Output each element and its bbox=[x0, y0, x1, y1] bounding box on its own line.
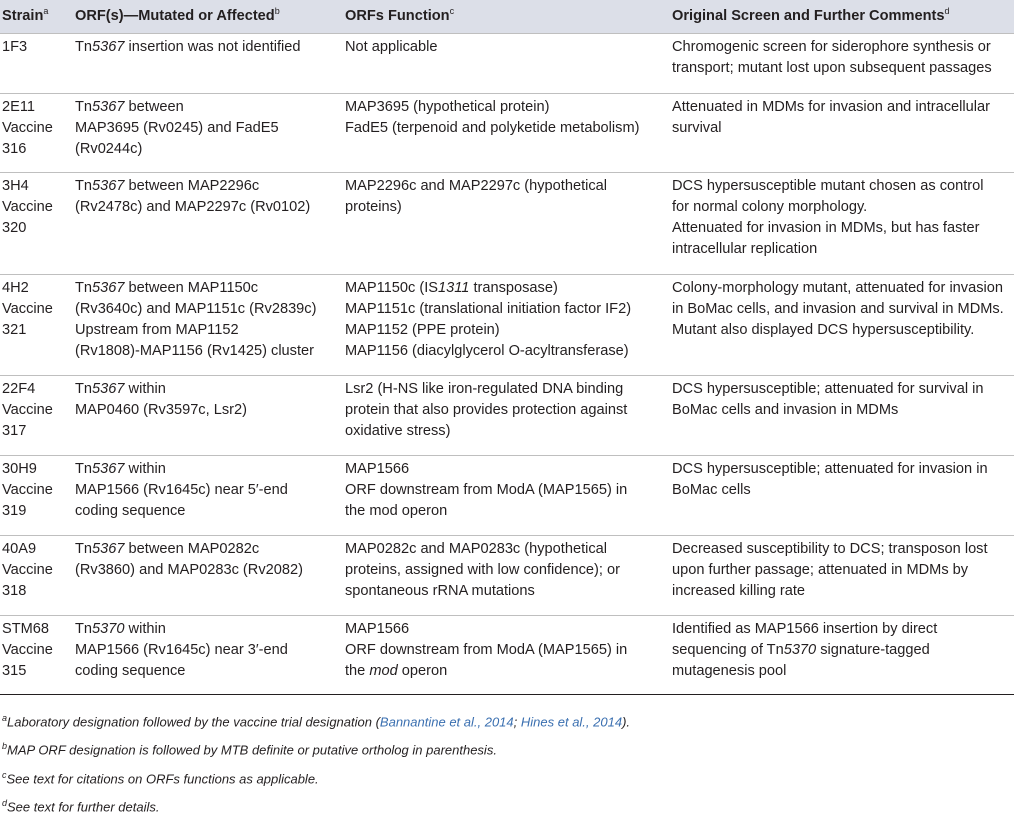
text-run: Lsr2 (H-NS like iron-regulated DNA binding bbox=[345, 381, 624, 397]
text-run: within bbox=[124, 621, 166, 637]
text-run: between bbox=[124, 99, 184, 115]
cell-line bbox=[345, 400, 670, 421]
italic-text: 5367 bbox=[92, 178, 125, 194]
strain-line: Vaccine bbox=[2, 301, 53, 317]
text-run: in BoMac cells, and invasion and survival in MDMs. bbox=[672, 301, 1004, 317]
citation-link[interactable]: Hines et al., 2014 bbox=[520, 714, 623, 730]
text-run: transport; mutant lost upon subsequent passages bbox=[672, 60, 992, 76]
cell-line bbox=[672, 118, 1014, 139]
italic-text: 5367 bbox=[92, 541, 125, 557]
text-run: (Rv3860) and MAP0283c (Rv2082) bbox=[75, 562, 303, 578]
header-orfs: ORF(s)—Mutated or Affected$^b$ bbox=[73, 0, 343, 34]
italic-text: 5367 bbox=[92, 39, 125, 55]
cell-line bbox=[75, 560, 343, 581]
footnote-marker: d bbox=[2, 797, 8, 808]
cell-line bbox=[672, 581, 1014, 602]
cell-line bbox=[345, 661, 670, 682]
strain-line: Vaccine bbox=[2, 562, 53, 578]
cell-strain bbox=[0, 173, 73, 275]
table-row bbox=[0, 94, 1014, 173]
text-run: Identified as MAP1566 insertion by direct bbox=[672, 621, 938, 637]
table-row bbox=[0, 616, 1014, 695]
text-run: upon further passage; attenuated in MDMs by bbox=[672, 562, 969, 578]
text-run: MAP0282c and MAP0283c (hypothetical bbox=[345, 541, 608, 557]
table-row bbox=[0, 456, 1014, 536]
text-run: MAP1566 (Rv1645c) near 3′-end bbox=[75, 642, 288, 658]
cell-line bbox=[345, 459, 670, 480]
cell-comments bbox=[670, 173, 1014, 275]
text-run: (Rv1808)-MAP1156 (Rv1425) cluster bbox=[75, 343, 315, 359]
cell-line bbox=[672, 97, 1014, 118]
text-run: (Rv2478c) and MAP2297c (Rv0102) bbox=[75, 199, 311, 215]
cell-strain bbox=[0, 536, 73, 616]
cell-strain bbox=[0, 376, 73, 456]
cell-line bbox=[672, 400, 1014, 421]
strain-line: Vaccine bbox=[2, 642, 53, 658]
text-run: MAP1152 (PPE protein) bbox=[345, 322, 500, 338]
text-run: mutagenesis pool bbox=[672, 663, 787, 679]
strain-line: 315 bbox=[2, 663, 27, 679]
cell-line bbox=[75, 640, 343, 661]
strain-line: 30H9 bbox=[2, 461, 37, 477]
text-run: signature-tagged bbox=[816, 642, 930, 658]
text-run: ORF downstream from ModA (MAP1565) in bbox=[345, 482, 628, 498]
italic-text: 5367 bbox=[92, 99, 125, 115]
text-run: operon bbox=[397, 663, 448, 679]
cell-comments bbox=[670, 376, 1014, 456]
cell-comments bbox=[670, 616, 1014, 695]
text-run: Colony-morphology mutant, attenuated for invasion bbox=[672, 280, 1003, 296]
strain-line: 40A9 bbox=[2, 541, 37, 557]
cell-line bbox=[75, 176, 343, 197]
cell-line bbox=[345, 299, 670, 320]
cell-line bbox=[345, 480, 670, 501]
cell-line bbox=[345, 379, 670, 400]
text-run: Tn bbox=[75, 39, 93, 55]
text-run: Tn bbox=[75, 178, 93, 194]
cell-line bbox=[75, 459, 343, 480]
text-run: MAP1566 bbox=[345, 461, 410, 477]
italic-text: 5367 bbox=[92, 381, 125, 397]
text-run: between MAP2296c bbox=[124, 178, 260, 194]
text-run: protein that also provides protection against bbox=[345, 402, 628, 418]
cell-orf bbox=[73, 456, 343, 536]
cell-line bbox=[672, 619, 1014, 640]
cell-strain bbox=[0, 616, 73, 695]
cell-line bbox=[672, 640, 1014, 661]
text-run: DCS hypersusceptible; attenuated for invasion in bbox=[672, 461, 988, 477]
text-run: DCS hypersusceptible mutant chosen as control bbox=[672, 178, 984, 194]
cell-line bbox=[672, 379, 1014, 400]
cell-line bbox=[345, 421, 670, 442]
footnote-marker: a bbox=[2, 713, 8, 723]
table-row bbox=[0, 536, 1014, 616]
strain-line: 3H4 bbox=[2, 178, 29, 194]
cell-orf bbox=[73, 616, 343, 695]
cell-line bbox=[75, 379, 343, 400]
header-strain: Strain$^a$ bbox=[0, 0, 73, 34]
footnote-text: MAP ORF designation is followed by MTB definite or putative ortholog in parenthesis. bbox=[7, 742, 497, 758]
cell-line bbox=[75, 299, 343, 320]
text-run: MAP3695 (Rv0245) and FadE5 bbox=[75, 120, 279, 136]
cell-line bbox=[672, 37, 1014, 58]
cell-line bbox=[75, 501, 343, 522]
text-run: BoMac cells and invasion in MDMs bbox=[672, 402, 899, 418]
text-run: Decreased susceptibility to DCS; transposon lost bbox=[672, 541, 988, 557]
strain-line: 317 bbox=[2, 423, 27, 439]
strain-line: 318 bbox=[2, 583, 27, 599]
strain-line: Vaccine bbox=[2, 199, 53, 215]
table-body bbox=[0, 34, 1014, 695]
text-run: Attenuated in MDMs for invasion and intracellular bbox=[672, 99, 990, 115]
cell-orf bbox=[73, 275, 343, 376]
cell-line bbox=[75, 341, 343, 362]
text-run: MAP3695 (hypothetical protein) bbox=[345, 99, 550, 115]
cell-line bbox=[75, 37, 343, 58]
italic-text: 5370 bbox=[783, 642, 817, 658]
table-row bbox=[0, 275, 1014, 376]
strain-line: 319 bbox=[2, 503, 27, 519]
text-run: the mod operon bbox=[345, 503, 448, 519]
text-run: sequencing of Tn bbox=[672, 642, 784, 658]
cell-line bbox=[672, 459, 1014, 480]
cell-line bbox=[75, 619, 343, 640]
cell-function bbox=[343, 536, 670, 616]
strain-line: STM68 bbox=[2, 621, 50, 637]
footnote bbox=[2, 706, 630, 734]
strain-line: 320 bbox=[2, 220, 27, 236]
cell-line bbox=[672, 480, 1014, 501]
text-run: Tn bbox=[75, 461, 93, 477]
text-run: increased killing rate bbox=[672, 583, 806, 599]
cell-orf bbox=[73, 376, 343, 456]
footnote-text: Laboratory designation followed by the vaccine trial designation ( bbox=[7, 714, 380, 730]
cell-line bbox=[345, 560, 670, 581]
text-run: spontaneous rRNA mutations bbox=[345, 583, 535, 599]
text-run: oxidative stress) bbox=[345, 423, 451, 439]
italic-text: 5367 bbox=[92, 280, 125, 296]
cell-function bbox=[343, 275, 670, 376]
cell-line bbox=[75, 118, 343, 139]
cell-line bbox=[75, 661, 343, 682]
text-run: insertion was not identified bbox=[124, 39, 301, 55]
text-run: Chromogenic screen for siderophore synthesis or bbox=[672, 39, 991, 55]
text-run: Tn bbox=[75, 381, 93, 397]
cell-comments bbox=[670, 275, 1014, 376]
text-run: (Rv0244c) bbox=[75, 141, 143, 157]
cell-line bbox=[75, 278, 343, 299]
cell-line bbox=[345, 278, 670, 299]
cell-line bbox=[345, 581, 670, 602]
cell-strain bbox=[0, 275, 73, 376]
cell-line bbox=[672, 197, 1014, 218]
text-run: Tn bbox=[75, 280, 93, 296]
cell-line bbox=[672, 661, 1014, 682]
cell-line bbox=[672, 278, 1014, 299]
text-run: Mutant also displayed DCS hypersusceptibility. bbox=[672, 322, 975, 338]
text-run: Attenuated for invasion in MDMs, but has faster bbox=[672, 220, 980, 236]
cell-line bbox=[345, 97, 670, 118]
cell-line bbox=[672, 320, 1014, 341]
footnote-marker: b bbox=[2, 741, 8, 752]
cell-orf bbox=[73, 34, 343, 94]
italic-text: 1311 bbox=[438, 280, 470, 296]
text-run: intracellular replication bbox=[672, 241, 818, 257]
text-run: transposase) bbox=[469, 280, 558, 296]
text-run: MAP2296c and MAP2297c (hypothetical bbox=[345, 178, 608, 194]
text-run: proteins) bbox=[345, 199, 402, 215]
cell-orf bbox=[73, 94, 343, 173]
table-row bbox=[0, 173, 1014, 275]
footnote-text: ). bbox=[622, 714, 631, 730]
cell-line bbox=[75, 400, 343, 421]
text-run: MAP1566 (Rv1645c) near 5′-end bbox=[75, 482, 288, 498]
cell-line bbox=[345, 176, 670, 197]
cell-line bbox=[345, 619, 670, 640]
cell-function bbox=[343, 616, 670, 695]
table-header-row bbox=[0, 0, 1014, 34]
cell-line bbox=[75, 97, 343, 118]
text-run: ORF downstream from ModA (MAP1565) in bbox=[345, 642, 628, 658]
cell-line bbox=[345, 501, 670, 522]
text-run: the bbox=[345, 663, 370, 679]
footnote-text: ; bbox=[513, 714, 521, 730]
italic-text: 5370 bbox=[92, 621, 125, 637]
strain-line: 316 bbox=[2, 141, 27, 157]
footnote-marker: c bbox=[2, 769, 7, 780]
cell-function bbox=[343, 456, 670, 536]
cell-function bbox=[343, 173, 670, 275]
table-row bbox=[0, 34, 1014, 94]
cell-comments bbox=[670, 94, 1014, 173]
cell-line bbox=[345, 118, 670, 139]
strain-line: 22F4 bbox=[2, 381, 36, 397]
footnote bbox=[2, 791, 630, 819]
text-run: MAP1150c (IS bbox=[345, 280, 439, 296]
text-run: (Rv3640c) and MAP1151c (Rv2839c) bbox=[75, 301, 317, 317]
text-run: MAP1151c (translational initiation factor IF2) bbox=[345, 301, 632, 317]
text-run: FadE5 (terpenoid and polyketide metabolism) bbox=[345, 120, 640, 136]
strain-line: 4H2 bbox=[2, 280, 29, 296]
text-run: proteins, assigned with low confidence); or bbox=[345, 562, 620, 578]
strain-line: Vaccine bbox=[2, 402, 53, 418]
text-run: Upstream from MAP1152 bbox=[75, 322, 239, 338]
citation-link[interactable]: Bannantine et al., 2014 bbox=[379, 714, 514, 730]
text-run: Tn bbox=[75, 621, 93, 637]
table-row bbox=[0, 376, 1014, 456]
cell-line bbox=[75, 197, 343, 218]
strain-line: Vaccine bbox=[2, 120, 53, 136]
cell-comments bbox=[670, 536, 1014, 616]
cell-line bbox=[345, 341, 670, 362]
text-run: coding sequence bbox=[75, 503, 186, 519]
cell-line bbox=[672, 58, 1014, 79]
cell-strain bbox=[0, 34, 73, 94]
text-run: BoMac cells bbox=[672, 482, 751, 498]
text-run: between MAP1150c bbox=[124, 280, 259, 296]
strain-line: 1F3 bbox=[2, 39, 28, 55]
italic-text: 5367 bbox=[92, 461, 125, 477]
cell-line bbox=[672, 539, 1014, 560]
cell-line bbox=[345, 197, 670, 218]
footnote bbox=[2, 734, 630, 762]
text-run: Tn bbox=[75, 541, 93, 557]
cell-strain bbox=[0, 94, 73, 173]
cell-orf bbox=[73, 173, 343, 275]
cell-line bbox=[672, 176, 1014, 197]
text-run: MAP1566 bbox=[345, 621, 410, 637]
footnote-text: See text for citations on ORFs functions as applicable. bbox=[6, 770, 319, 786]
strain-line: 2E11 bbox=[2, 99, 35, 115]
text-run: between MAP0282c bbox=[124, 541, 260, 557]
cell-line bbox=[345, 539, 670, 560]
text-run: coding sequence bbox=[75, 663, 186, 679]
cell-line bbox=[345, 37, 670, 58]
cell-strain bbox=[0, 456, 73, 536]
cell-line bbox=[672, 299, 1014, 320]
cell-function bbox=[343, 34, 670, 94]
cell-line bbox=[75, 320, 343, 341]
cell-line bbox=[672, 239, 1014, 260]
cell-comments bbox=[670, 34, 1014, 94]
footnotes bbox=[2, 706, 630, 819]
cell-line bbox=[672, 218, 1014, 239]
cell-orf bbox=[73, 536, 343, 616]
footnote bbox=[2, 763, 630, 791]
cell-line bbox=[75, 139, 343, 160]
text-run: DCS hypersusceptible; attenuated for survival in bbox=[672, 381, 984, 397]
text-run: Not applicable bbox=[345, 39, 438, 55]
cell-line bbox=[75, 539, 343, 560]
cell-function bbox=[343, 376, 670, 456]
text-run: MAP0460 (Rv3597c, Lsr2) bbox=[75, 402, 247, 418]
italic-text: mod bbox=[369, 663, 398, 679]
strain-line: 321 bbox=[2, 322, 27, 338]
cell-line bbox=[672, 560, 1014, 581]
header-function: ORFs Function$^c$ bbox=[343, 0, 670, 34]
cell-line bbox=[345, 640, 670, 661]
cell-line bbox=[345, 320, 670, 341]
footnote-text: See text for further details. bbox=[7, 799, 160, 815]
text-run: Tn bbox=[75, 99, 93, 115]
cell-line bbox=[75, 480, 343, 501]
text-run: within bbox=[124, 381, 166, 397]
text-run: MAP1156 (diacylglycerol O-acyltransferase) bbox=[345, 343, 629, 359]
header-comments: Original Screen and Further Comments$^d$ bbox=[670, 0, 1014, 34]
text-run: survival bbox=[672, 120, 722, 136]
text-run: within bbox=[124, 461, 166, 477]
cell-comments bbox=[670, 456, 1014, 536]
text-run: for normal colony morphology. bbox=[672, 199, 868, 215]
strain-line: Vaccine bbox=[2, 482, 53, 498]
cell-function bbox=[343, 94, 670, 173]
